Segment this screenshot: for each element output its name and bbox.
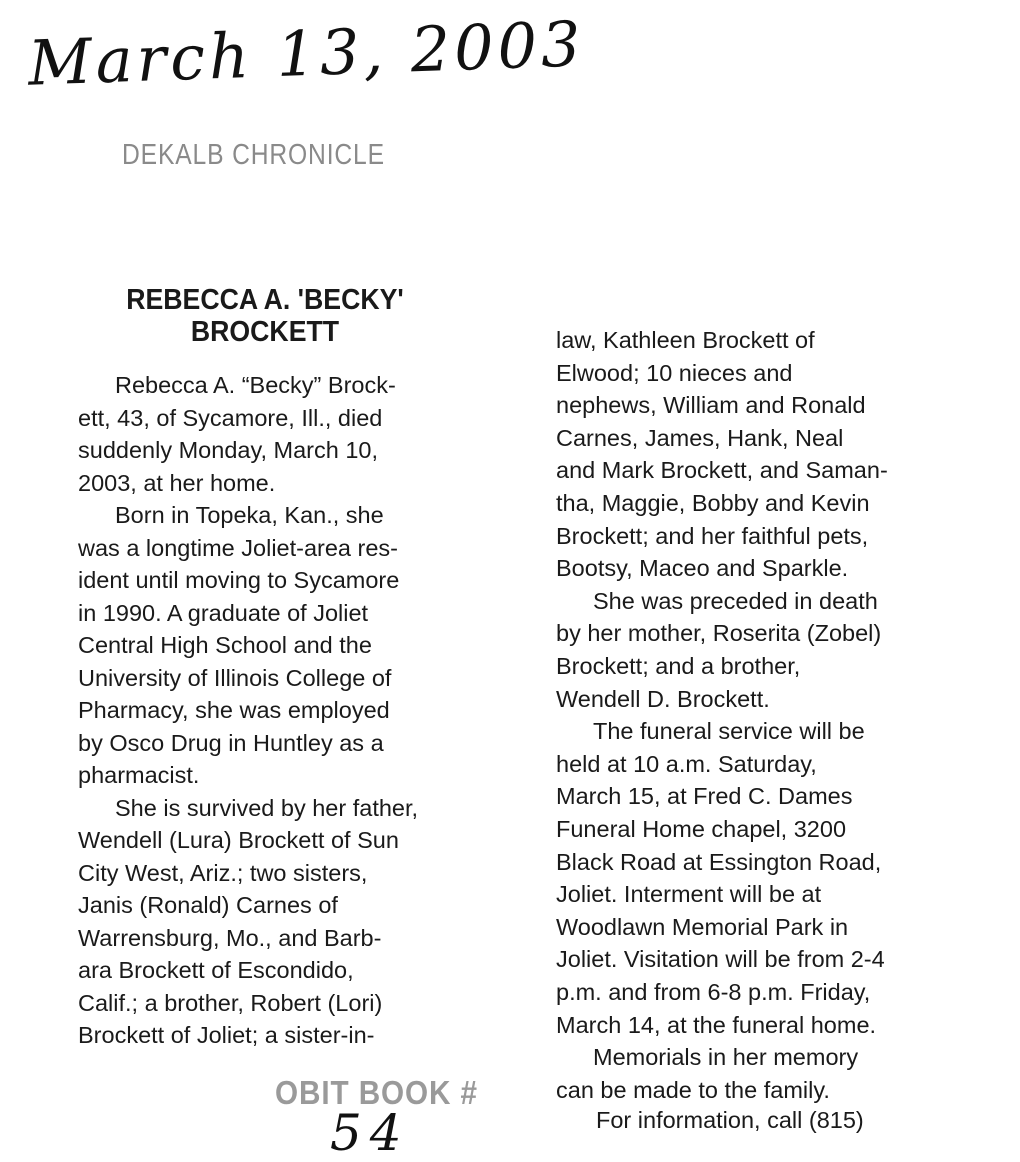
text-line: by Osco Drug in Huntley as a [78,729,384,756]
text-line: Central High School and the [78,632,372,658]
text-line: by her mother, Roserita (Zobel) [556,620,882,647]
text-line: tha, Maggie, Bobby and Kevin [556,490,870,516]
text-line: held at 10 a.m. Saturday, [556,750,817,777]
text-line: City West, Ariz.; two sisters, [78,859,368,886]
text-line: Brockett; and her faithful pets, [556,522,869,549]
text-line: can be made to the family. [556,1076,830,1103]
text-line: pharmacist. [78,762,200,788]
text-line: Joliet. Interment will be at [556,881,822,908]
text-line: Wendell D. Brockett. [556,685,770,712]
text-line: March 14, at the funeral home. [556,1011,877,1038]
text-line: March 15, at Fred C. Dames [556,783,853,810]
text-line: Brockett of Joliet; a sister-in- [78,1022,375,1048]
text-line: was a longtime Joliet-area res- [78,534,398,561]
text-line: and Mark Brockett, and Saman- [556,457,888,484]
text-line: Elwood; 10 nieces and [556,359,793,386]
text-line: ara Brockett of Escondido, [78,957,354,983]
cut-off-text-line: For information, call (815) [596,1107,864,1133]
text-line: ett, 43, of Sycamore, Ill., died [78,404,383,431]
text-line: She was preceded in death [593,587,878,614]
text-line: ident until moving to Sycamore [78,567,400,593]
text-line: Funeral Home chapel, 3200 [556,816,847,842]
text-line: law, Kathleen Brockett of [556,327,815,353]
text-line: Pharmacy, she was employed [78,697,390,723]
text-line: Black Road at Essington Road, [556,848,882,875]
newspaper-source-stamp: DEKALB CHRONICLE [122,139,385,171]
text-line: Janis (Ronald) Carnes of [78,892,338,918]
text-line: Bootsy, Maceo and Sparkle. [556,555,849,582]
text-line: The funeral service will be [593,718,865,745]
text-line: Calif.; a brother, Robert (Lori) [78,989,383,1016]
text-line: Carnes, James, Hank, Neal [556,424,844,451]
text-line: Joliet. Visitation will be from 2-4 [556,946,885,973]
obit-book-stamp: OBIT BOOK # [275,1074,478,1111]
handwritten-book-number: 54 [330,1104,410,1162]
text-line: Wendell (Lura) Brockett of Sun [78,827,399,853]
headline-line-1: REBECCA A. 'BECKY' [126,284,404,316]
text-line: Brockett; and a brother, [556,653,801,679]
text-line: p.m. and from 6-8 p.m. Friday, [556,979,871,1005]
cut-off-line-wrapper [560,1106,960,1133]
text-line: Warrensburg, Mo., and Barb- [78,924,382,951]
text-line: Memorials in her memory [593,1044,859,1071]
text-line: Born in Topeka, Kan., she [115,502,384,528]
text-line: University of Illinois College of [78,664,392,691]
handwritten-date: March 13, 2003 [26,7,586,100]
obituary-headline [76,284,453,348]
text-line: Woodlawn Memorial Park in [556,913,849,940]
text-line: She is survived by her father, [115,794,419,821]
text-line: suddenly Monday, March 10, [78,437,379,463]
text-line: 2003, at her home. [78,469,276,496]
text-line: in 1990. A graduate of Joliet [78,599,369,626]
text-line: Rebecca A. “Becky” Brock- [115,372,396,398]
text-line: nephews, William and Ronald [556,392,866,419]
headline-line-2: BROCKETT [190,316,340,348]
